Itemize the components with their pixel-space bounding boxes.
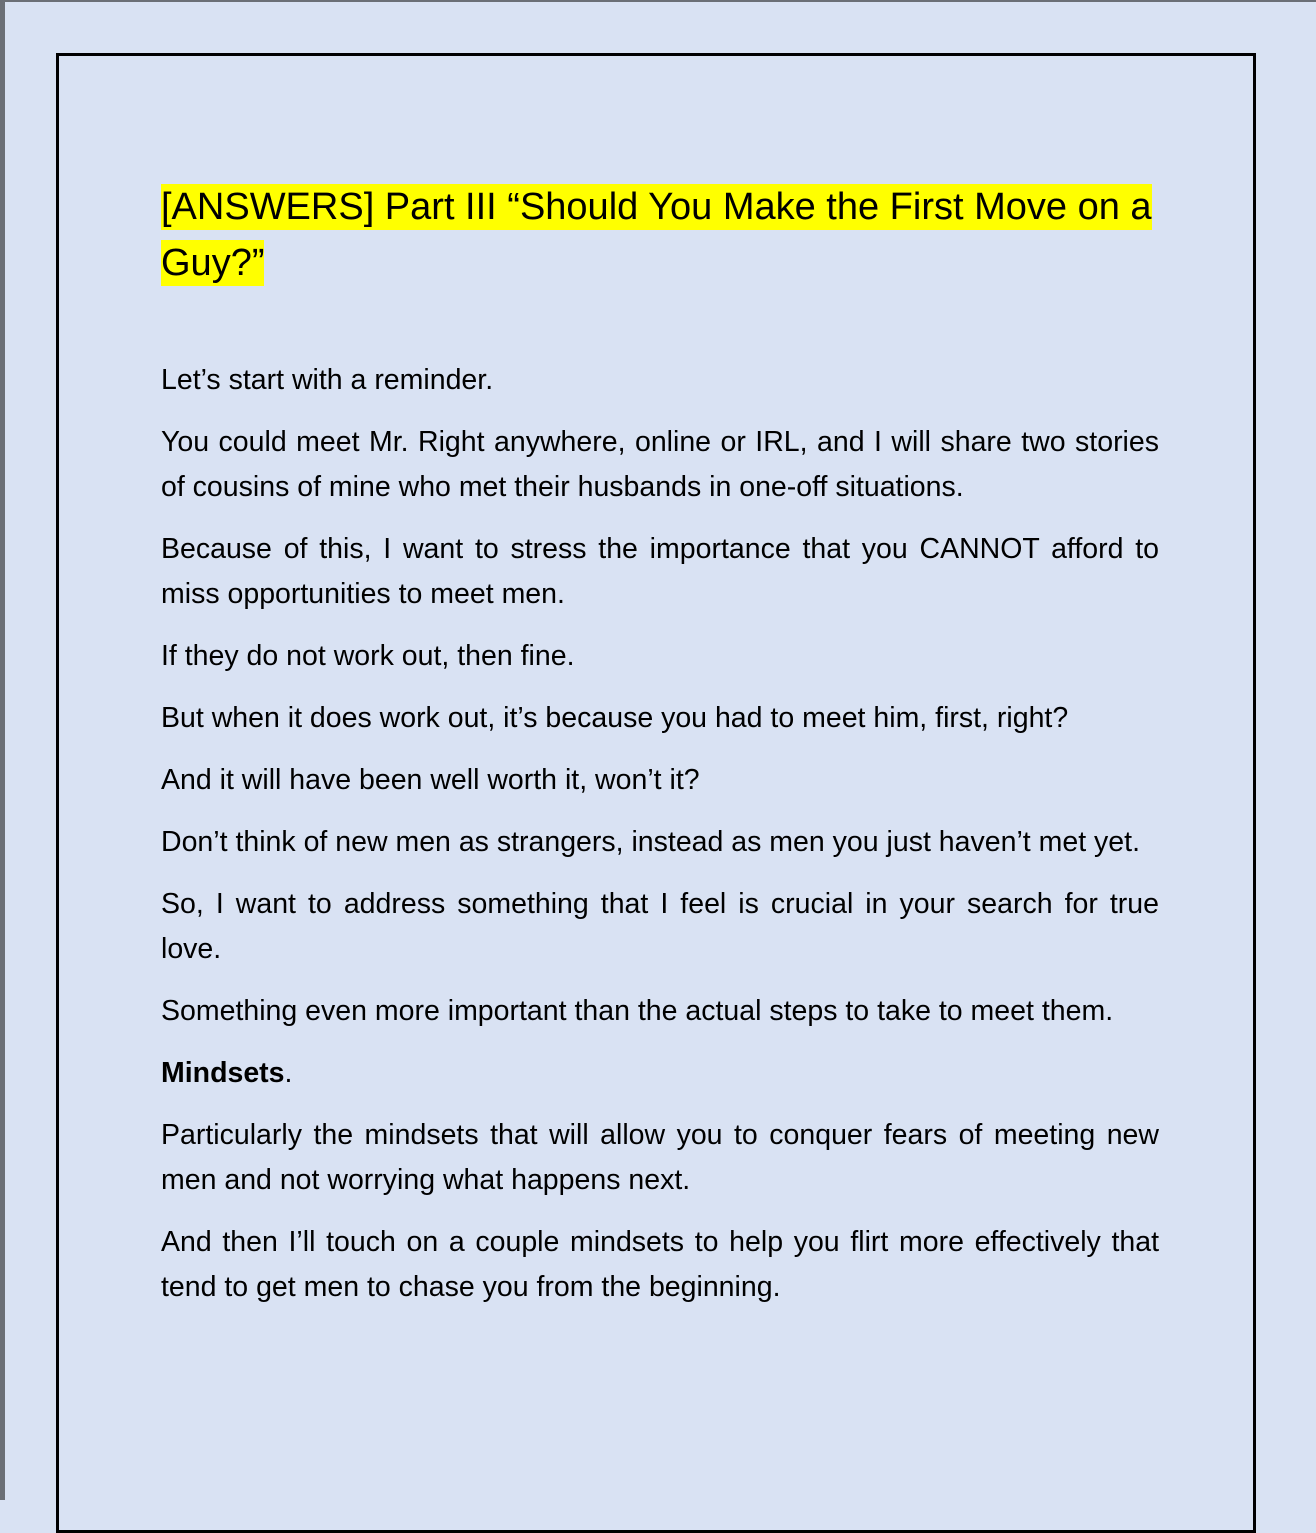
paragraph: And it will have been well worth it, won’t it?: [161, 764, 700, 796]
title-highlight: [ANSWERS] Part III “Should You Make the First Move on a Guy?”: [161, 186, 1152, 284]
paragraph: You could meet Mr. Right anywhere, online or IRL, and I will share two stories of cousins of mine who met their husbands in one-off situations.: [161, 426, 1159, 503]
paragraph: And then I’ll touch on a couple mindsets to help you flirt more effectively that tend to get men to chase you from the beginning.: [161, 1226, 1159, 1303]
paragraph: Because of this, I want to stress the importance that you CANNOT afford to miss opportunities to meet men.: [161, 533, 1159, 610]
mindsets-paragraph: [161, 1051, 1159, 1096]
mindsets-punctuation: .: [284, 1057, 293, 1089]
document-body: [161, 179, 1159, 1327]
paragraph: But when it does work out, it’s because you had to meet him, first, right?: [161, 702, 1069, 734]
paragraph: If they do not work out, then fine.: [161, 640, 575, 672]
paragraph: Let’s start with a reminder.: [161, 364, 494, 396]
paragraph: Don’t think of new men as strangers, instead as men you just haven’t met yet.: [161, 826, 1140, 858]
document-title: [161, 179, 1159, 291]
page-frame: [56, 53, 1256, 1533]
paragraph: Particularly the mindsets that will allow you to conquer fears of meeting new men and not worrying what happens next.: [161, 1119, 1159, 1196]
paragraph: So, I want to address something that I feel is crucial in your search for true love.: [161, 888, 1159, 965]
paragraph: Something even more important than the actual steps to take to meet them.: [161, 995, 1114, 1027]
mindsets-bold-text: Mindsets: [161, 1057, 285, 1089]
